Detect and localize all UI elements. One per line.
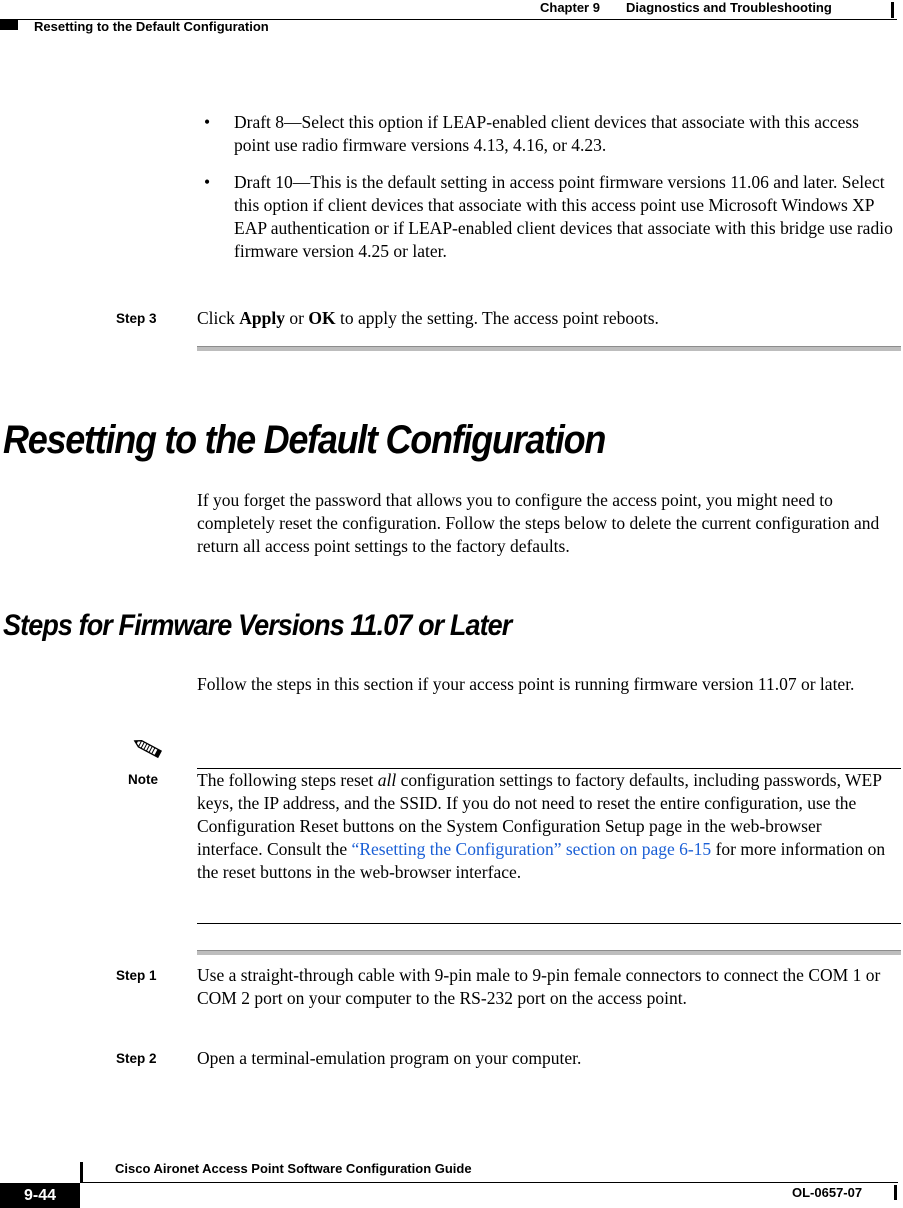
header-tick [891,2,894,18]
section-heading: Resetting to the Default Configuration [3,418,606,462]
bullet-text: Draft 8—Select this option if LEAP-enabled client devices that associate with this access point use radio firmware versions 4.13, 4.16, or 4.23. [234,112,859,155]
header-block [0,20,18,30]
step-1-text: Use a straight-through cable with 9-pin male to 9-pin female connectors to connect the COM 1 or COM 2 port on your computer to the RS-232 port on the access point. [197,965,881,1008]
procedure-end-rule [197,346,901,351]
apply-label: Apply [239,308,286,328]
footer-doc-id: OL-0657-07 [792,1185,863,1200]
footer-guide-title: Cisco Aironet Access Point Software Configuration Guide [115,1161,472,1176]
subsection-intro: Follow the steps in this section if your access point is running firmware version 11.07 or later. [197,674,855,694]
ok-label: OK [308,308,336,328]
note-text-part: The following steps reset [197,770,378,790]
step-3-or: or [285,308,309,328]
chapter-label: Chapter 9 [540,0,600,15]
bullet-symbol: • [204,112,211,132]
page-number: 9-44 [0,1183,80,1208]
note-text-part: configuration settings to factory defaults, including passwords, WEP keys, the IP address, and the SSID. If you do not need to reset the entire configuration, use the Configuration Reset buttons on the System Configuration Setup page in the web-browser interface. Consult the [197,770,882,859]
step-2-label: Step 2 [116,1051,157,1066]
step-3-label: Step 3 [116,311,157,326]
note-emphasis: all [377,770,397,790]
step-2-text: Open a terminal-emulation program on your computer. [197,1048,582,1068]
header-chapter [540,0,832,15]
step-3-text [197,307,897,330]
note-pencil-icon [130,735,166,761]
section-intro: If you forget the password that allows you to configure the access point, you might need to completely reset the configuration. Follow the steps below to delete the current configuration and return all access point settings to the factory defaults. [197,490,880,556]
step-1-label: Step 1 [116,968,157,983]
chapter-title: Diagnostics and Troubleshooting [625,0,832,15]
header-section-title: Resetting to the Default Configuration [34,19,269,34]
footer-rule [80,1182,898,1183]
step-3-text-start: Click [197,308,240,328]
note-text-part: for more information on the reset buttons in the web-browser interface. [197,839,886,882]
note-rule-bottom [197,923,901,924]
step-3-text-end: to apply the setting. The access point reboots. [335,308,659,328]
cross-reference-link[interactable]: “Resetting the Configuration” section on page 6-15 [351,839,712,859]
bullet-symbol: • [204,172,211,192]
procedure-start-rule [197,950,901,955]
bullet-text: Draft 10—This is the default setting in access point firmware versions 11.06 and later. Select this option if client devices that associate with this access point use Microsoft Windows XP EAP authentication or if LEAP-enabled client devices that associate with this bridge use radio firmware version 4.25 or later. [234,172,893,261]
footer-tick-right [894,1185,897,1200]
note-label: Note [128,772,158,787]
subsection-heading: Steps for Firmware Versions 11.07 or Later [3,609,512,642]
note-text [197,769,887,884]
footer-tick-left [80,1162,83,1182]
